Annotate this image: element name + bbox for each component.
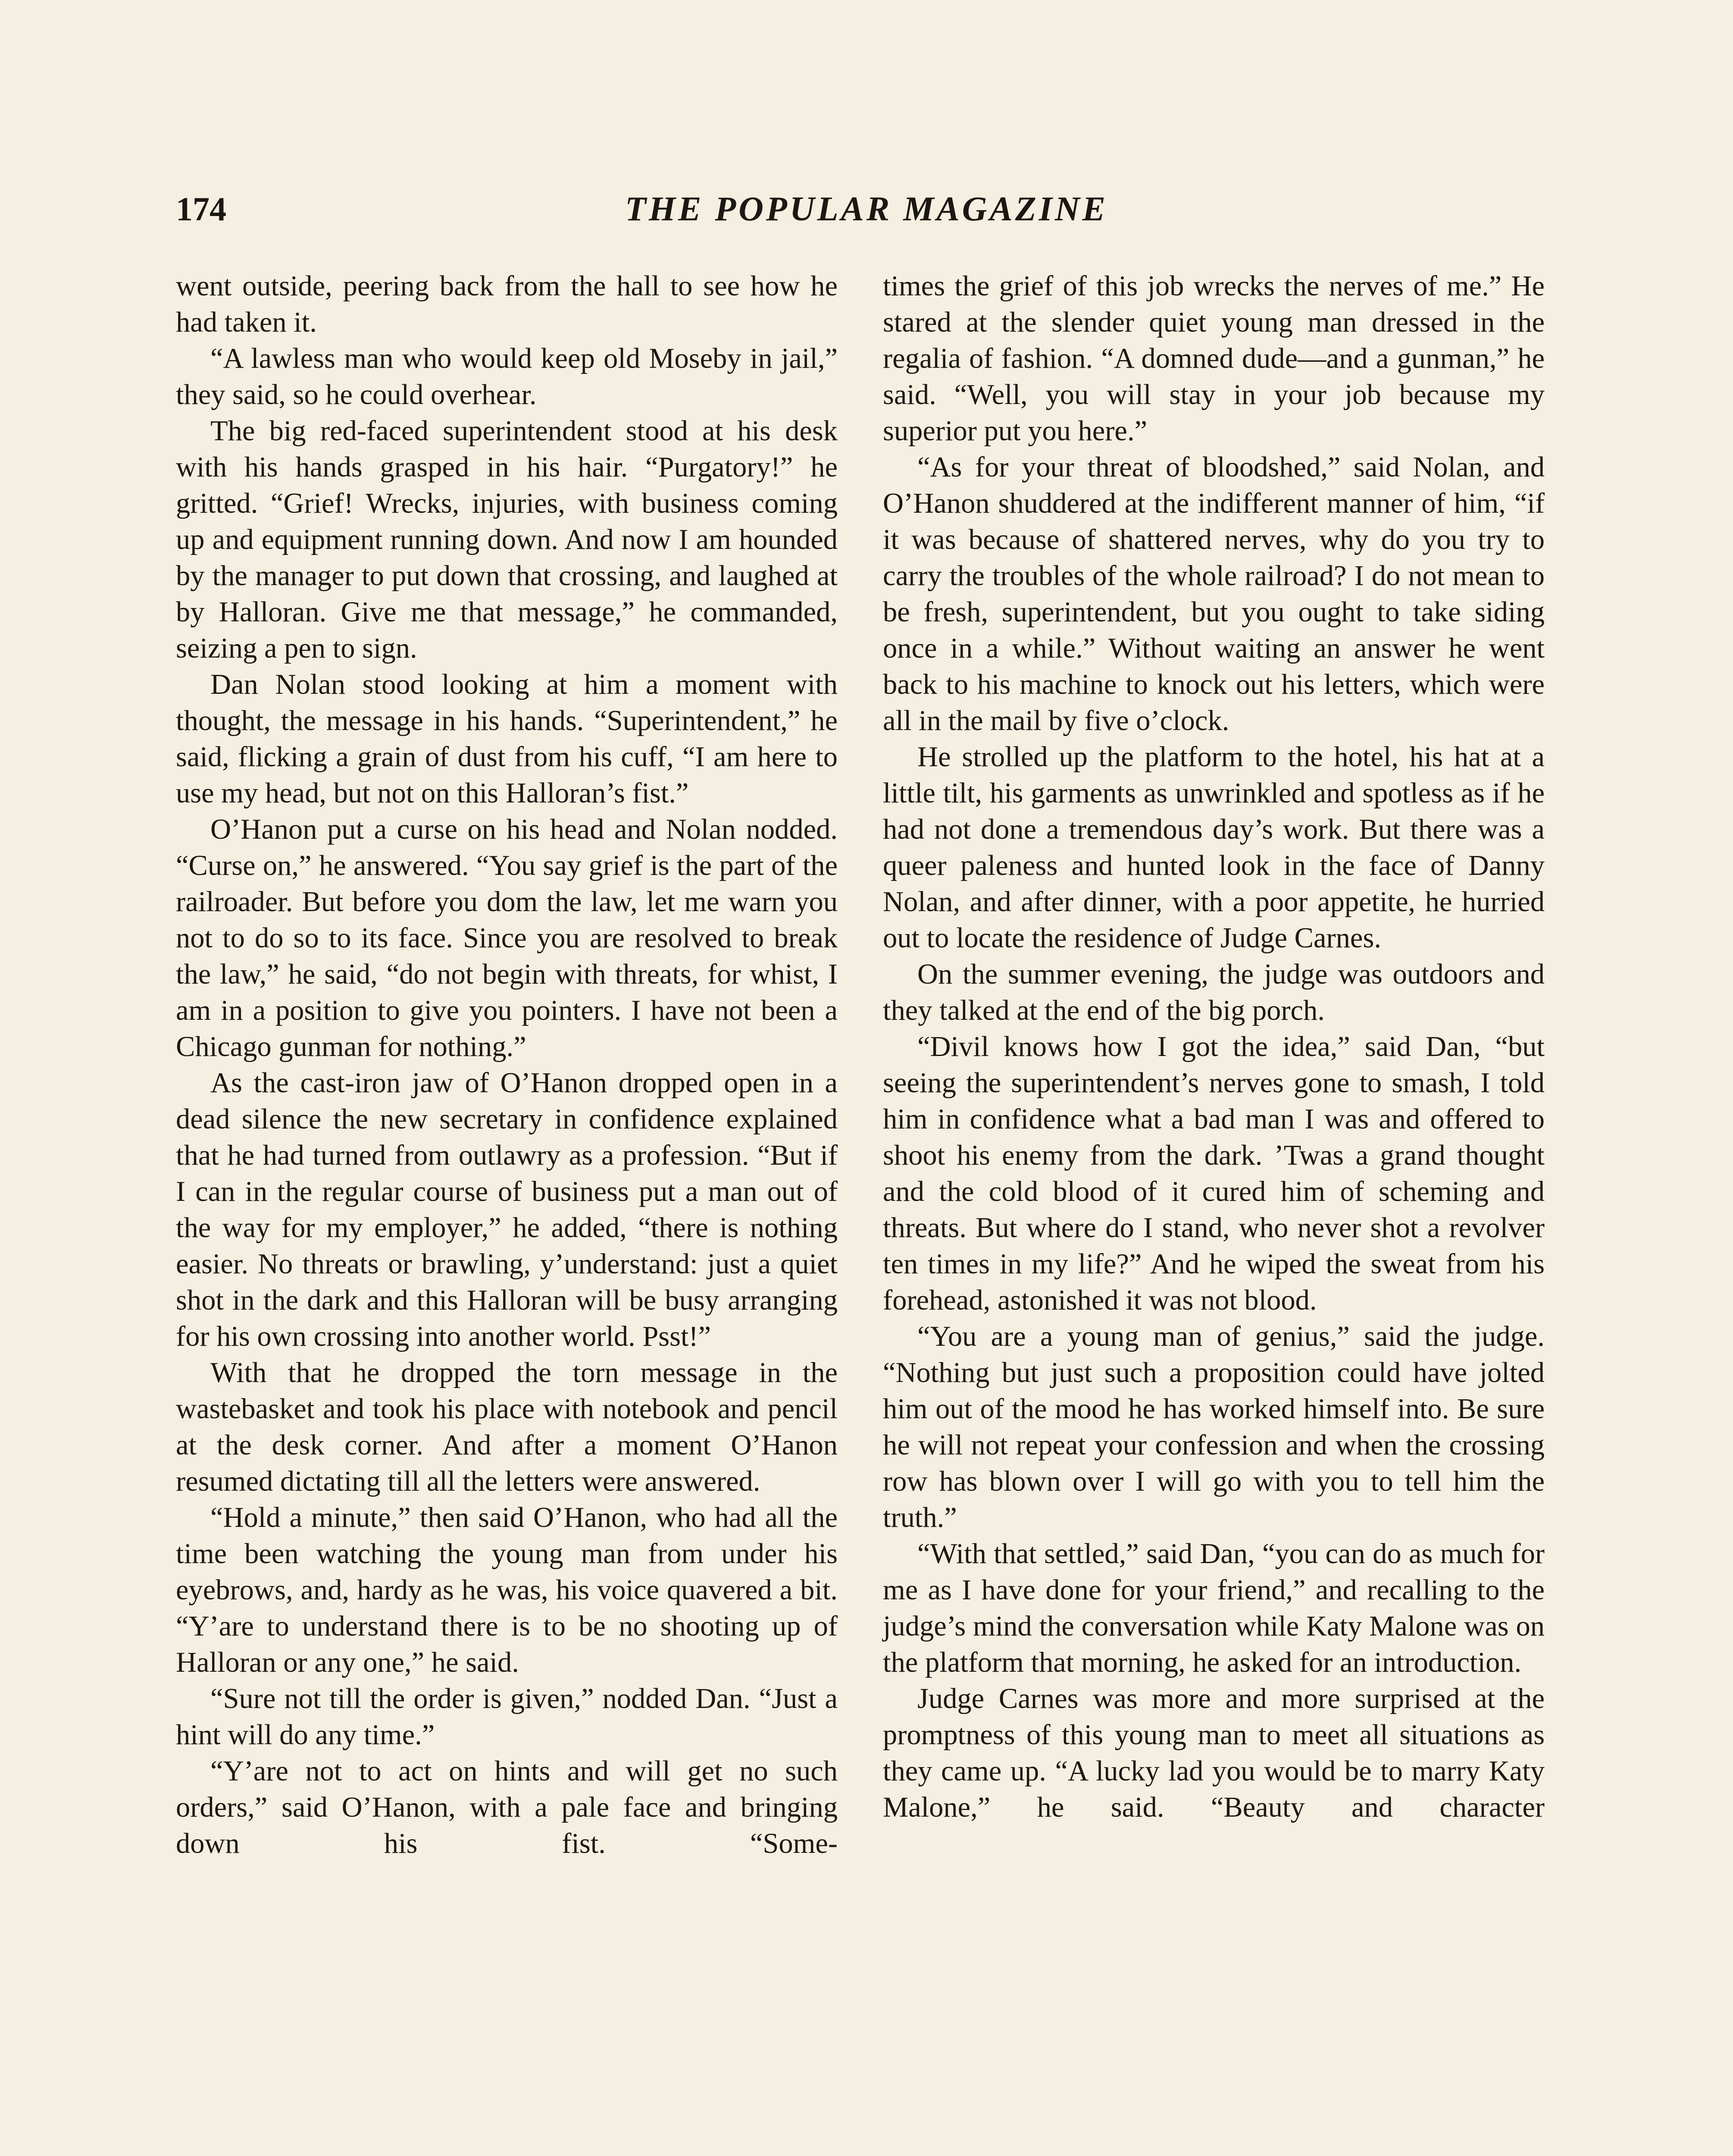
paragraph: He strolled up the platform to the hotel, his hat at a little tilt, his garments as unwrinkled and spotless as if he had not done a tremendous day’s work. But there was a queer paleness and hunted look in the face of Danny Nolan, and after dinner, with a poor appetite, he hurried out to locate the residence of Judge Carnes. (883, 741, 1545, 954)
paragraph: “You are a young man of genius,” said the judge. “Nothing but just such a proposition could have jolted him out of the mood he has worked himself into. Be sure he will not repeat your confession and when the crossing row has blown over I will go with you to tell him the truth.” (883, 1321, 1545, 1533)
paragraph: “With that settled,” said Dan, “you can do as much for me as I have done for your friend,” and recalling to the judge’s mind the conversation while Katy Malone was on the platform that morning, he asked for an introduction. (883, 1538, 1545, 1678)
paragraph: Judge Carnes was more and more surprised at the promptness of this young man to meet all situations as they came up. “A lucky lad you would be to marry Katy Malone,” he said. “Beauty and character (883, 1683, 1545, 1823)
paragraph: “As for your threat of bloodshed,” said Nolan, and O’Hanon shuddered at the indifferent manner of him, “if it was because of shattered nerves, why do you try to carry the troubles of the whole railroad? I do not mean to be fresh, superintendent, but you ought to take siding once in a while.” Without waiting an answer he went back to his machine to knock out his letters, which were all in the mail by five o’clock. (883, 451, 1545, 736)
paragraph: With that he dropped the torn message in the wastebasket and took his place with notebook and pencil at the desk corner. And after a moment O’Hanon resumed dictating till all the letters were answered. (176, 1357, 838, 1497)
paragraph: O’Hanon put a curse on his head and Nolan nodded. “Curse on,” he answered. “You say grief is the part of the railroader. But before you dom the law, let me warn you not to do so to its face. Since you are resolved to break the law,” he said, “do not begin with threats, for whist, I am in a position to give you pointers. I have not been a Chicago gunman for nothing.” (176, 814, 838, 1062)
page-header (0, 190, 1733, 241)
paragraph: On the summer evening, the judge was outdoors and they talked at the end of the big porch. (883, 959, 1545, 1026)
paragraph: times the grief of this job wrecks the nerves of me.” He stared at the slender quiet young man dressed in the regalia of fashion. “A domned dude—and a gunman,” he said. “Well, you will stay in your job because my superior put you here.” (883, 270, 1545, 447)
right-column (883, 268, 1545, 1826)
magazine-title: THE POPULAR MAGAZINE (625, 190, 1108, 228)
paragraph: Dan Nolan stood looking at him a moment with thought, the message in his hands. “Superintendent,” he said, flicking a grain of dust from his cuff, “I am here to use my head, but not on this Halloran’s fist.” (176, 669, 838, 809)
page-number: 174 (176, 190, 226, 228)
paragraph: As the cast-iron jaw of O’Hanon dropped open in a dead silence the new secretary in confidence explained that he had turned from outlawry as a profession. “But if I can in the regular course of business put a man out of the way for my employer,” he added, “there is nothing easier. No threats or brawling, y’understand: just a quiet shot in the dark and this Halloran will be busy arranging for his own crossing into another world. Psst!” (176, 1067, 838, 1352)
paragraph: “A lawless man who would keep old Moseby in jail,” they said, so he could overhear. (176, 343, 838, 411)
paragraph: “Divil knows how I got the idea,” said Dan, “but seeing the superintendent’s nerves gone to smash, I told him in confidence what a bad man I was and offered to shoot his enemy from the dark. ’Twas a grand thought and the cold blood of it cured him of scheming and threats. But where do I stand, who never shot a revolver ten times in my life?” And he wiped the sweat from his forehead, astonished it was not blood. (883, 1031, 1545, 1316)
paragraph: “Y’are not to act on hints and will get no such orders,” said O’Hanon, with a pale face and bringing down his fist. “Some- (176, 1755, 838, 1859)
left-column (176, 268, 838, 1862)
paragraph: “Hold a minute,” then said O’Hanon, who had all the time been watching the young man from under his eyebrows, and, hardy as he was, his voice quavered a bit. “Y’are to understand there is to be no shooting up of Halloran or any one,” he said. (176, 1502, 838, 1678)
paragraph: The big red-faced superintendent stood at his desk with his hands grasped in his hair. “Purgatory!” he gritted. “Grief! Wrecks, injuries, with business coming up and equipment running down. And now I am hounded by the manager to put down that crossing, and laughed at by Halloran. Give me that message,” he commanded, seizing a pen to sign. (176, 415, 838, 664)
paragraph: went outside, peering back from the hall to see how he had taken it. (176, 270, 838, 338)
paragraph: “Sure not till the order is given,” nodded Dan. “Just a hint will do any time.” (176, 1683, 838, 1751)
